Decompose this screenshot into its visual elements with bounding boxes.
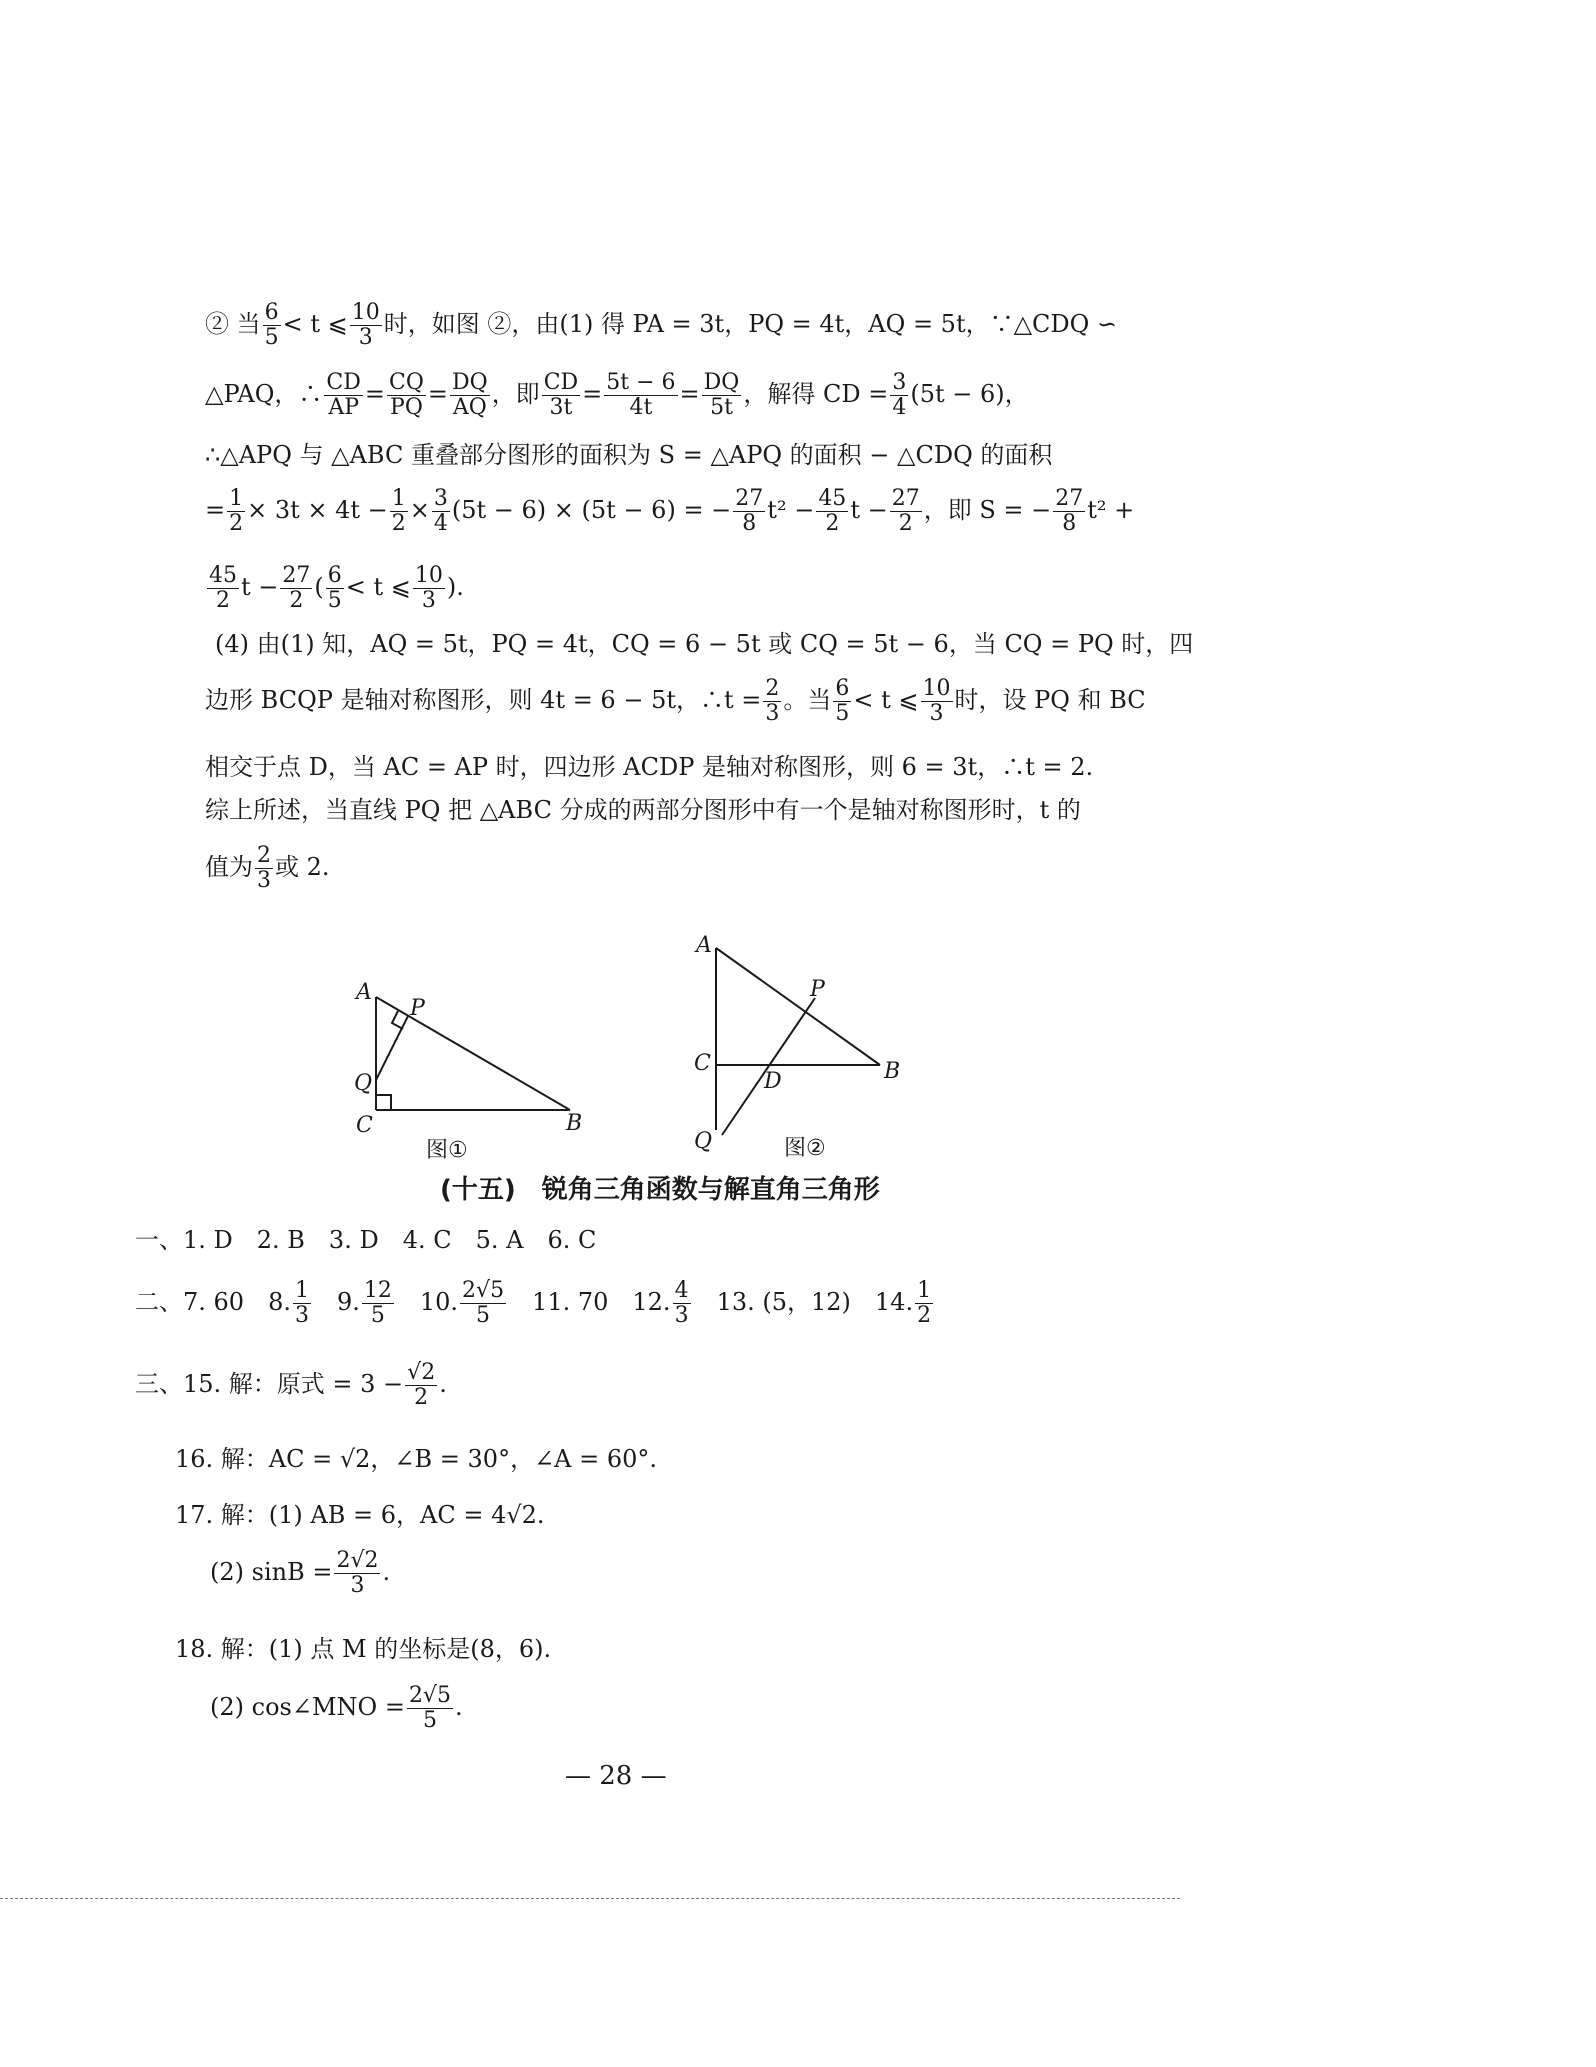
- fraction-numerator: CD: [543, 370, 579, 395]
- case2-line-3: [205, 443, 1052, 467]
- fraction: [407, 1685, 453, 1732]
- fraction-denominator: 2: [229, 511, 244, 536]
- fraction-denominator: 3t: [549, 395, 573, 420]
- text-segment: 时，设 PQ 和 BC: [954, 686, 1146, 714]
- fraction: [542, 372, 580, 419]
- fraction-numerator: 10: [922, 676, 951, 701]
- fig1-label-p: P: [410, 996, 425, 1021]
- fraction-denominator: 8: [742, 511, 757, 536]
- fraction: [334, 1550, 380, 1597]
- fraction-numerator: DQ: [703, 370, 740, 395]
- part4-line-1: [215, 632, 1193, 656]
- text-segment: 综上所述，当直线 PQ 把 △ABC 分成的两部分图形中有一个是轴对称图形时，t 的: [205, 796, 1081, 824]
- figure-1: [340, 955, 600, 1165]
- answer-q17-part2: [210, 1550, 390, 1597]
- text-segment: .: [439, 1370, 447, 1398]
- fraction: [387, 372, 426, 419]
- text-segment: 。当: [783, 686, 832, 714]
- text-segment: 11. 70 12.: [508, 1288, 671, 1316]
- fraction: [263, 302, 281, 349]
- fraction-denominator: 2: [391, 511, 406, 536]
- text-segment: t −: [850, 496, 888, 524]
- text-segment: t² +: [1087, 496, 1135, 524]
- fraction-numerator: 3: [892, 370, 907, 395]
- fraction-numerator: 2: [765, 676, 780, 701]
- text-segment: < t ⩽: [345, 573, 411, 601]
- case2-line-4: [205, 488, 1134, 535]
- fig1-label-c: C: [356, 1113, 373, 1138]
- text-segment: (5t − 6)，: [910, 380, 1029, 408]
- fraction: [362, 1280, 394, 1327]
- fraction: [326, 565, 344, 612]
- fraction-denominator: 3: [257, 868, 271, 893]
- text-segment: ×: [409, 496, 430, 524]
- fraction-numerator: 45: [818, 486, 847, 511]
- fraction: [207, 565, 239, 612]
- text-segment: =: [582, 380, 603, 408]
- fraction-denominator: PQ: [390, 395, 423, 420]
- fraction-denominator: 3: [421, 588, 436, 613]
- fraction-denominator: 5: [835, 701, 850, 726]
- text-segment: ，即: [491, 380, 540, 408]
- answer-q18-part2: [210, 1685, 463, 1732]
- fraction-numerator: 2√5: [462, 1278, 505, 1303]
- fraction-numerator: 5t − 6: [606, 370, 676, 395]
- fig1-right-angle-p: [392, 1011, 403, 1029]
- fraction-numerator: 2√2: [336, 1548, 379, 1573]
- fraction-numerator: 6: [835, 676, 850, 701]
- fig2-label-c: C: [694, 1051, 711, 1076]
- fraction: [673, 1280, 691, 1327]
- fraction: [890, 372, 908, 419]
- fraction-numerator: 1: [294, 1278, 309, 1303]
- answer-q16: 16. 解：AC = √2，∠B = 30°，∠A = 60°.: [175, 1445, 658, 1473]
- fraction: [293, 1280, 311, 1327]
- text-segment: 三、15. 解：原式 = 3 −: [135, 1370, 404, 1398]
- part4-line-2: [205, 678, 1146, 725]
- case2-line-2: [205, 372, 1029, 419]
- fraction-numerator: 45: [209, 563, 237, 588]
- part4-line-3: [205, 755, 1093, 779]
- fraction-numerator: CD: [326, 370, 361, 395]
- page-bottom-rule: [0, 1898, 1180, 1899]
- text-segment: (5t − 6) × (5t − 6) = −: [451, 496, 732, 524]
- fraction-denominator: 2: [825, 511, 840, 536]
- fraction-denominator: 5: [327, 588, 342, 613]
- fraction-denominator: 4: [433, 511, 448, 536]
- section-heading: (十五) 锐角三角函数与解直角三角形: [440, 1175, 880, 1205]
- fraction-numerator: 2√5: [408, 1683, 451, 1708]
- fig2-label-b: B: [884, 1059, 901, 1084]
- case2-line-5: [205, 565, 464, 612]
- fraction-numerator: 6: [264, 300, 279, 325]
- text-segment: t −: [241, 573, 279, 601]
- fraction-denominator: 3: [294, 1303, 309, 1328]
- fraction-denominator: 4t: [629, 395, 653, 420]
- fraction-numerator: 2: [257, 843, 271, 868]
- answers-multiple-choice: 一、1. D 2. B 3. D 4. C 5. A 6. C: [135, 1226, 597, 1254]
- fraction-denominator: 3: [350, 1573, 365, 1598]
- text-segment: 或 2.: [275, 853, 330, 881]
- text-segment: 二、7. 60 8.: [135, 1288, 291, 1316]
- fig2-side-ab: [716, 948, 880, 1065]
- fig2-caption: 图②: [784, 1136, 826, 1161]
- text-segment: 边形 BCQP 是轴对称图形，则 4t = 6 − 5t，∴t =: [205, 686, 762, 714]
- fig1-segment-pq: [376, 1016, 408, 1080]
- fraction-denominator: 2: [289, 588, 304, 613]
- fraction: [432, 488, 450, 535]
- fraction-numerator: 27: [735, 486, 764, 511]
- text-segment: 时，如图 ②，由(1) 得 PA = 3t，PQ = 4t，AQ = 5t，∵△CDQ ∽: [383, 310, 1118, 338]
- fig1-caption: 图①: [426, 1138, 468, 1163]
- fraction-numerator: 3: [433, 486, 448, 511]
- fraction-numerator: 27: [1055, 486, 1084, 511]
- answer-q17-part1: 17. 解：(1) AB = 6，AC = 4√2.: [175, 1501, 545, 1529]
- fraction: [921, 678, 953, 725]
- text-segment: ，即 S = −: [923, 496, 1052, 524]
- fraction: [604, 372, 677, 419]
- fraction: [833, 678, 851, 725]
- fraction-numerator: 6: [327, 563, 342, 588]
- text-segment: ② 当: [205, 310, 261, 338]
- text-segment: (2) cos∠MNO =: [210, 1693, 405, 1721]
- fraction: [413, 565, 445, 612]
- text-segment: 相交于点 D，当 AC = AP 时，四边形 ACDP 是轴对称图形，则 6 = 3t，∴t = 2.: [205, 753, 1094, 781]
- text-segment: △PAQ，∴: [205, 380, 323, 408]
- text-segment: .: [382, 1558, 391, 1586]
- fraction-denominator: 3: [358, 325, 373, 350]
- text-segment: ，解得 CD =: [743, 380, 889, 408]
- fraction: [702, 372, 742, 419]
- fraction-denominator: 5: [476, 1303, 491, 1328]
- fraction-denominator: 2: [898, 511, 913, 536]
- text-segment: .: [454, 1693, 463, 1721]
- text-segment: =: [679, 380, 700, 408]
- fraction-numerator: 10: [351, 300, 380, 325]
- fraction-denominator: 5t: [710, 395, 733, 420]
- text-segment: =: [364, 380, 386, 408]
- text-segment: (4) 由(1) 知，AQ = 5t，PQ = 4t，CQ = 6 − 5t 或 CQ = 5t − 6，当 CQ = PQ 时，四: [215, 630, 1194, 658]
- fraction-denominator: 2: [216, 588, 230, 613]
- fraction: [255, 845, 273, 892]
- fig1-label-q: Q: [354, 1071, 373, 1096]
- fraction: [280, 565, 312, 612]
- text-segment: 13. (5，12) 14.: [692, 1288, 914, 1316]
- fraction-denominator: 4: [892, 395, 907, 420]
- fraction-denominator: 5: [264, 325, 279, 350]
- text-segment: (2) sinB =: [210, 1558, 333, 1586]
- fraction-numerator: √2: [407, 1360, 436, 1385]
- fraction-numerator: 27: [891, 486, 920, 511]
- case2-line-1: [205, 302, 1117, 349]
- text-segment: < t ⩽: [282, 310, 348, 338]
- text-segment: ∴△APQ 与 △ABC 重叠部分图形的面积为 S = △APQ 的面积 − △CDQ 的面积: [205, 441, 1053, 469]
- fraction-denominator: 8: [1062, 511, 1077, 536]
- fig2-line-qp: [722, 998, 815, 1135]
- fraction-numerator: 1: [229, 486, 244, 511]
- answer-q15: [135, 1362, 447, 1409]
- text-segment: ).: [446, 573, 464, 601]
- fraction-denominator: 2: [414, 1385, 429, 1410]
- text-segment: 值为: [205, 853, 253, 881]
- fraction: [890, 488, 922, 535]
- text-segment: =: [427, 380, 448, 408]
- fraction-denominator: 2: [917, 1303, 932, 1328]
- fraction: [763, 678, 781, 725]
- fraction: [324, 372, 362, 419]
- text-segment: 9.: [312, 1288, 360, 1316]
- text-segment: t² −: [767, 496, 815, 524]
- fraction: [460, 1280, 506, 1327]
- fraction: [816, 488, 848, 535]
- fig2-label-p: P: [810, 977, 825, 1002]
- fraction-numerator: 1: [391, 486, 406, 511]
- fraction: [450, 372, 490, 419]
- fraction-denominator: 5: [422, 1708, 437, 1733]
- fig2-label-q: Q: [694, 1129, 713, 1154]
- text-segment: =: [205, 496, 226, 524]
- fraction-numerator: 12: [363, 1278, 392, 1303]
- fraction-denominator: 3: [929, 701, 944, 726]
- fig1-label-b: B: [566, 1111, 583, 1136]
- fraction-denominator: 5: [370, 1303, 385, 1328]
- fig1-label-a: A: [356, 980, 372, 1005]
- fraction: [390, 488, 408, 535]
- fraction-numerator: CQ: [389, 370, 424, 395]
- fig1-side-ab: [376, 997, 570, 1110]
- text-segment: 10.: [395, 1288, 459, 1316]
- fraction: [915, 1280, 933, 1327]
- fig2-label-a: A: [696, 933, 712, 958]
- fraction: [227, 488, 245, 535]
- fraction-numerator: DQ: [452, 370, 488, 395]
- text-segment: < t ⩽: [853, 686, 919, 714]
- fig1-right-angle-c: [376, 1095, 391, 1110]
- fraction-denominator: 3: [674, 1303, 689, 1328]
- fraction-denominator: 3: [765, 701, 780, 726]
- text-segment: (: [314, 573, 324, 601]
- figure-2: [680, 930, 920, 1170]
- fraction: [350, 302, 382, 349]
- fraction-numerator: 10: [414, 563, 443, 588]
- fraction: [1053, 488, 1085, 535]
- fig2-label-d: D: [764, 1069, 782, 1094]
- answer-q18-part1: 18. 解：(1) 点 M 的坐标是(8，6).: [175, 1635, 552, 1663]
- fraction-numerator: 4: [674, 1278, 689, 1303]
- answers-fill-in: [135, 1280, 935, 1327]
- fraction-numerator: 1: [917, 1278, 932, 1303]
- text-segment: × 3t × 4t −: [247, 496, 388, 524]
- fraction-denominator: AP: [328, 395, 360, 420]
- fraction: [405, 1362, 437, 1409]
- part4-line-4: [205, 798, 1081, 822]
- fraction: [733, 488, 765, 535]
- fraction-numerator: 27: [282, 563, 311, 588]
- fraction-denominator: AQ: [452, 395, 487, 420]
- part4-line-5: [205, 845, 330, 892]
- page-number: — 28 —: [565, 1761, 667, 1791]
